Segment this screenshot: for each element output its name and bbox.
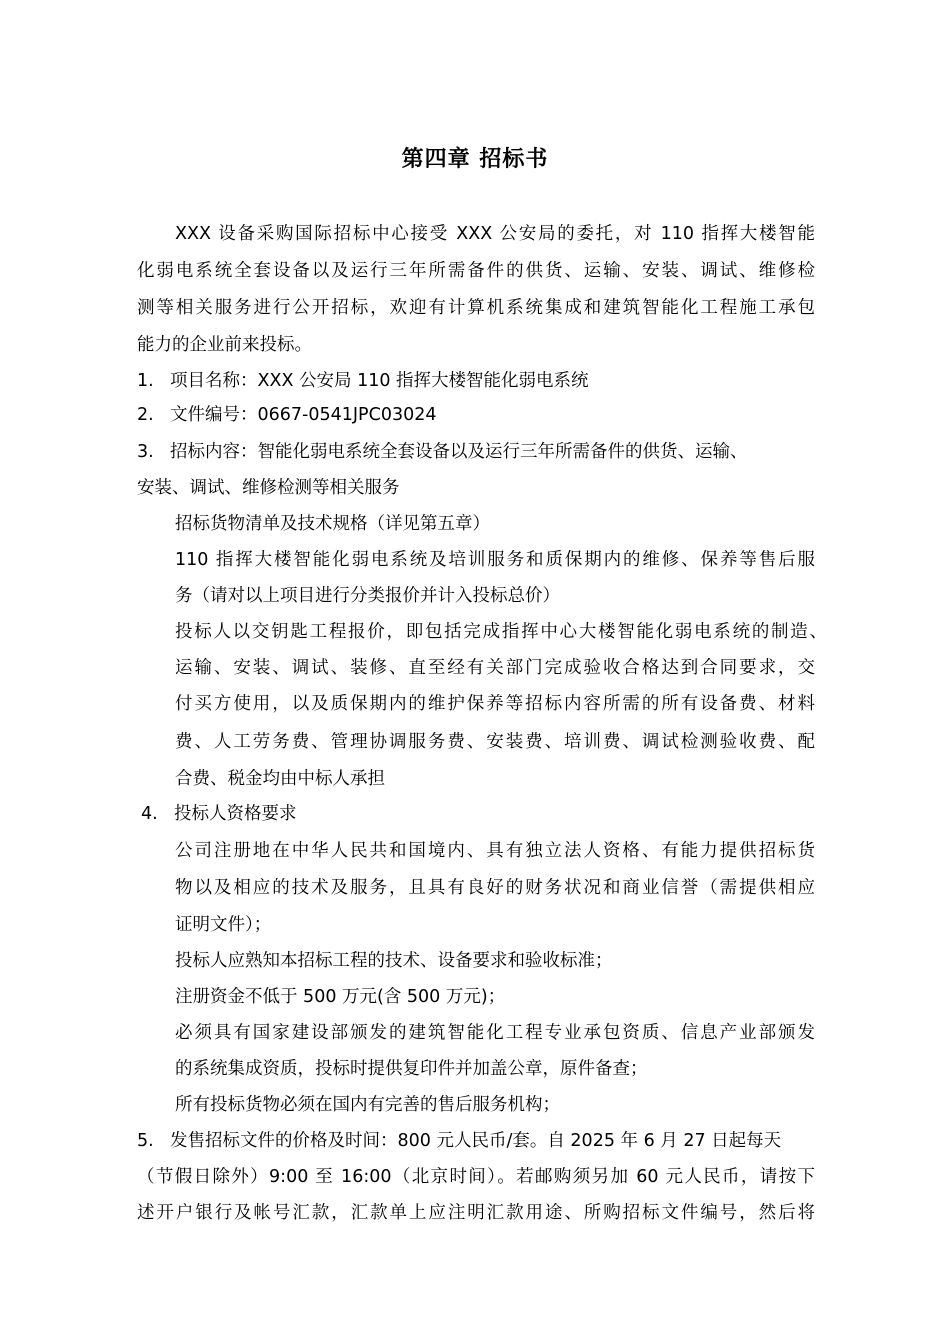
list-number: 5.	[137, 1131, 154, 1151]
item-4-sub-5: 所有投标货物必须在国内有完善的售后服务机构；	[175, 1095, 560, 1115]
item-3-sub-3-line-1: 投标人以交钥匙工程报价，即包括完成指挥中心大楼智能化弱电系统的制造、	[175, 622, 827, 642]
list-number: 3.	[137, 442, 154, 462]
chapter-title: 第四章 招标书	[401, 147, 549, 172]
item-3-sub-1: 招标货物清单及技术规格（详见第五章）	[175, 514, 490, 534]
list-item-5	[137, 1126, 815, 1156]
list-number: 1.	[137, 371, 154, 391]
list-item-1	[137, 366, 589, 396]
list-number: 4.	[141, 804, 158, 824]
list-item-4	[141, 799, 297, 829]
item-4-sub-1-line-3: 证明文件）；	[175, 915, 272, 935]
item-5-line-2: （节假日除外）9:00 至 16:00（北京时间）。若邮购须另加 60 元人民币，请按下	[137, 1167, 815, 1187]
item-3-continuation: 安装、调试、维修检测等相关服务	[137, 478, 400, 498]
list-text: 投标人资格要求	[174, 804, 297, 824]
item-4-sub-4-line-2: 的系统集成资质，投标时提供复印件并加盖公章，原件备查；	[175, 1059, 648, 1079]
item-4-sub-4-line-1: 必须具有国家建设部颁发的建筑智能化工程专业承包资质、信息产业部颁发	[175, 1023, 815, 1043]
intro-line-1: XXX 设备采购国际招标中心接受 XXX 公安局的委托，对 110 指挥大楼智能	[175, 224, 815, 244]
item-3-sub-3-line-4: 费、人工劳务费、管理协调服务费、安装费、培训费、调试检测验收费、配	[175, 732, 815, 752]
list-text: 招标内容：智能化弱电系统全套设备以及运行三年所需备件的供货、运输、	[170, 442, 748, 462]
list-text: 项目名称：XXX 公安局 110 指挥大楼智能化弱电系统	[170, 371, 589, 391]
intro-line-3: 测等相关服务进行公开招标，欢迎有计算机系统集成和建筑智能化工程施工承包	[137, 298, 815, 318]
item-3-sub-3-line-2: 运输、安装、调试、装修、直至经有关部门完成验收合格达到合同要求，交	[175, 658, 815, 678]
list-text: 文件编号：0667-0541JPC03024	[170, 405, 437, 425]
item-4-sub-1-line-1: 公司注册地在中华人民共和国境内、具有独立法人资格、有能力提供招标货	[175, 841, 815, 861]
item-3-sub-3-line-3: 付买方使用，以及质保期内的维护保养等招标内容所需的所有设备费、材料	[175, 694, 815, 714]
list-number: 2.	[137, 405, 154, 425]
item-4-sub-2: 投标人应熟知本招标工程的技术、设备要求和验收标准；	[175, 951, 613, 971]
list-item-3	[137, 437, 815, 467]
item-4-sub-3: 注册资金不低于 500 万元(含 500 万元)；	[175, 987, 506, 1007]
item-3-sub-2-line-1: 110 指挥大楼智能化弱电系统及培训服务和质保期内的维修、保养等售后服	[175, 550, 815, 570]
item-3-sub-2-line-2: 务（请对以上项目进行分类报价并计入投标总价）	[175, 586, 560, 606]
item-5-line-3: 述开户银行及帐号汇款，汇款单上应注明汇款用途、所购招标文件编号，然后将	[137, 1203, 815, 1223]
list-text: 发售招标文件的价格及时间：800 元人民币/套。自 2025 年 6 月 27 日起每天	[170, 1131, 782, 1151]
item-4-sub-1-line-2: 物以及相应的技术及服务，且具有良好的财务状况和商业信誉（需提供相应	[175, 878, 815, 898]
intro-line-2: 化弱电系统全套设备以及运行三年所需备件的供货、运输、安装、调试、维修检	[137, 261, 815, 281]
item-3-sub-3-line-5: 合费、税金均由中标人承担	[175, 769, 385, 789]
intro-line-4: 能力的企业前来投标。	[137, 335, 312, 355]
list-item-2	[137, 400, 437, 430]
